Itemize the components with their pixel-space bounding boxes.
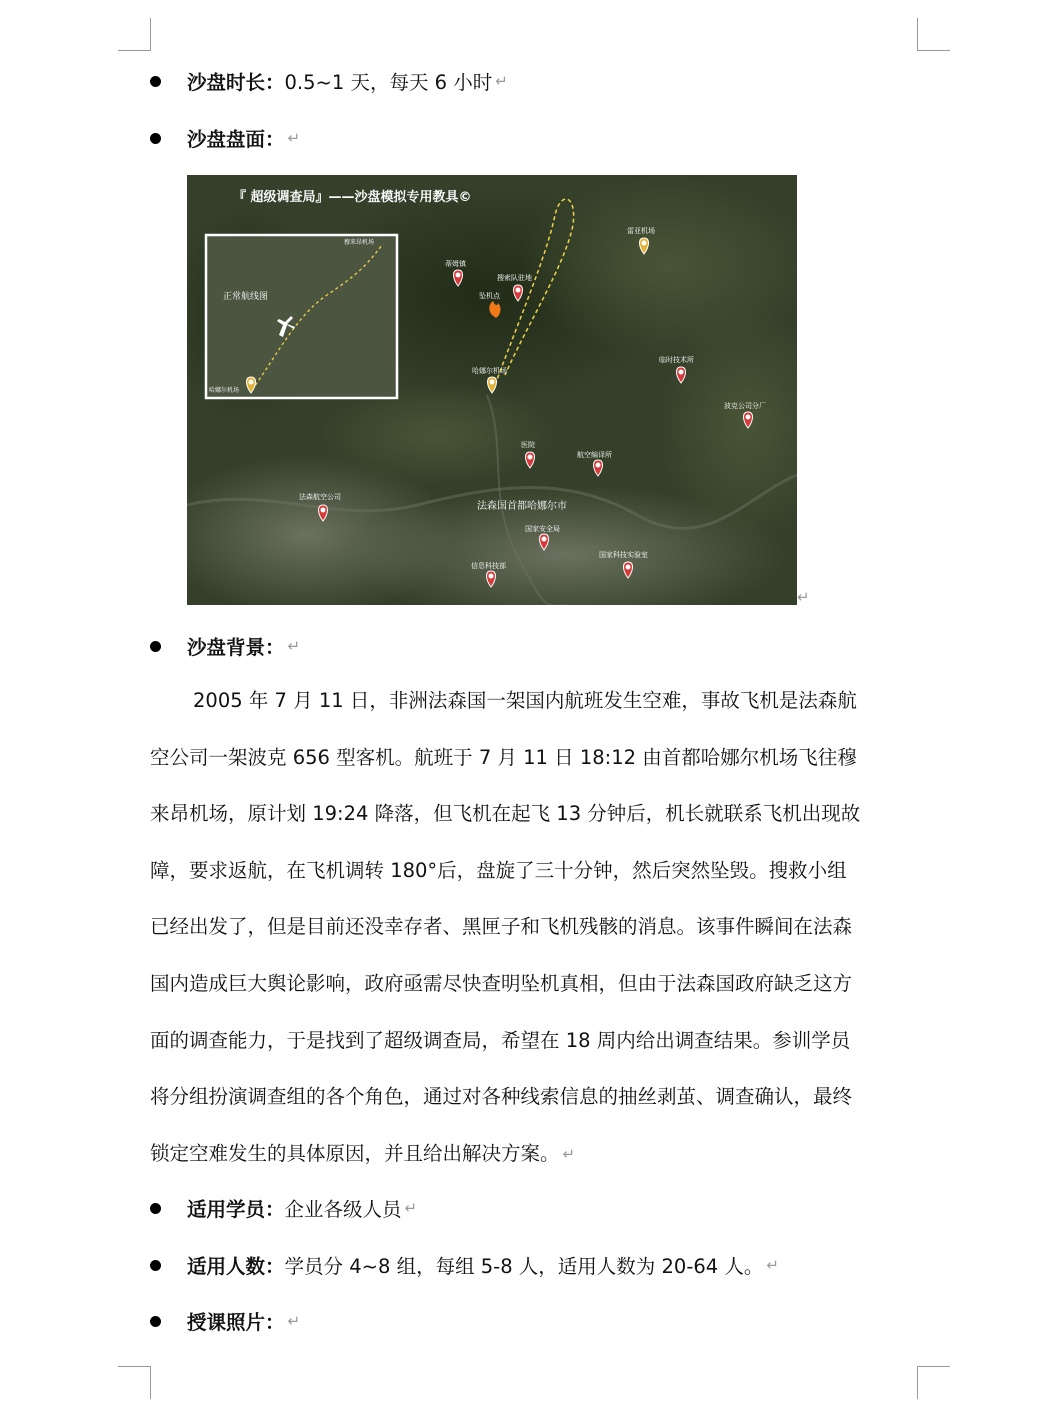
map-title: 『 超级调查局』——沙盘模拟专用教具© bbox=[233, 190, 472, 205]
page-corner-mark bbox=[917, 1366, 950, 1399]
city-label: 法森国首都哈娜尔市 bbox=[477, 501, 567, 512]
pin-label: 坠机点 bbox=[479, 292, 500, 300]
bullet-photos bbox=[150, 1306, 300, 1336]
pin-label: 哈娜尔机场 bbox=[472, 367, 507, 375]
return-mark: ↵ bbox=[404, 1199, 418, 1217]
inset-route-map bbox=[206, 235, 397, 398]
pin-label: 临时技术所 bbox=[659, 356, 694, 364]
bullet-background bbox=[150, 631, 300, 661]
bullet-dot bbox=[150, 133, 161, 144]
bullet-label: 沙盘时长： bbox=[187, 71, 285, 94]
paragraph-line: 2005 年 7 月 11 日，非洲法森国一架国内航班发生空难，事故飞机是法森航 bbox=[193, 689, 857, 712]
bullet-audience bbox=[150, 1193, 417, 1223]
inset-top-label: 穆来昂机场 bbox=[344, 239, 375, 246]
pin-label: 航空编译所 bbox=[577, 451, 612, 459]
return-mark: ↵ bbox=[287, 637, 301, 655]
bullet-value: 企业各级人员 bbox=[284, 1198, 402, 1221]
sandbox-map-image bbox=[187, 175, 797, 605]
bullet-label: 适用学员： bbox=[187, 1198, 285, 1221]
pin-label: 波克公司分厂 bbox=[724, 402, 766, 410]
pin-label: 法森航空公司 bbox=[299, 493, 341, 501]
return-mark: ↵ bbox=[495, 72, 508, 90]
return-mark: ↵ bbox=[562, 1144, 576, 1163]
inset-bottom-label: 哈娜尔机场 bbox=[209, 387, 240, 394]
background-paragraph bbox=[150, 686, 920, 1195]
page-corner-mark bbox=[118, 18, 151, 51]
return-mark: ↵ bbox=[797, 588, 810, 606]
pin-label: 雷亚机场 bbox=[627, 227, 655, 235]
paragraph-line: 将分组扮演调查组的各个角色，通过对各种线索信息的抽丝剥茧、调查确认，最终 bbox=[150, 1085, 853, 1109]
paragraph-line: 国内造成巨大舆论影响，政府亟需尽快查明坠机真相，但由于法森国政府缺乏这方 bbox=[150, 971, 853, 995]
bullet-label: 沙盘背景： bbox=[187, 636, 285, 659]
return-mark: ↵ bbox=[766, 1256, 779, 1274]
paragraph-line: 空公司一架波克 656 型客机。航班于 7 月 11 日 18:12 由首都哈娜尔机场飞往穆 bbox=[150, 745, 857, 769]
bullet-label: 沙盘盘面： bbox=[187, 128, 285, 151]
bullet-dot bbox=[150, 76, 161, 87]
bullet-group-size bbox=[150, 1250, 779, 1280]
pin-label: 信息科技部 bbox=[471, 562, 506, 570]
bullet-label: 授课照片： bbox=[187, 1311, 285, 1334]
paragraph-line: 障，要求返航，在飞机调转 180°后，盘旋了三十分钟，然后突然坠毁。搜救小组 bbox=[150, 858, 847, 882]
pin-label: 医院 bbox=[521, 441, 535, 449]
paragraph-line: 锁定空难发生的具体原因，并且给出解决方案。 ↵ bbox=[150, 1139, 920, 1196]
pin-label: 国家科技实验室 bbox=[599, 551, 648, 559]
page-corner-mark bbox=[118, 1366, 151, 1399]
inset-title: 正常航线图 bbox=[223, 292, 269, 302]
return-mark: ↵ bbox=[287, 129, 301, 147]
paragraph-line: 已经出发了，但是目前还没幸存者、黑匣子和飞机残骸的消息。该事件瞬间在法森 bbox=[150, 915, 853, 939]
bullet-value: 0.5~1 天，每天 6 小时 bbox=[284, 71, 493, 94]
paragraph-line: 面的调查能力，于是找到了超级调查局，希望在 18 周内给出调查结果。参训学员 bbox=[150, 1028, 851, 1052]
paragraph-line: 来昂机场，原计划 19:24 降落，但飞机在起飞 13 分钟后，机长就联系飞机出现故 bbox=[150, 802, 861, 826]
bullet-label: 适用人数： bbox=[187, 1255, 285, 1278]
bullet-dot bbox=[150, 641, 161, 652]
bullet-dot bbox=[150, 1260, 161, 1271]
bullet-value: 学员分 4~8 组，每组 5-8 人，适用人数为 20-64 人。 bbox=[284, 1255, 764, 1278]
return-mark: ↵ bbox=[287, 1312, 301, 1330]
pin-label: 国家安全局 bbox=[525, 525, 560, 533]
bullet-dot bbox=[150, 1316, 161, 1327]
bullet-dot bbox=[150, 1203, 161, 1214]
pin-label: 蒂姆镇 bbox=[445, 260, 466, 268]
page-corner-mark bbox=[917, 18, 950, 51]
bullet-board bbox=[150, 123, 300, 153]
bullet-duration bbox=[150, 66, 508, 96]
pin-label: 搜索队驻地 bbox=[497, 274, 532, 282]
